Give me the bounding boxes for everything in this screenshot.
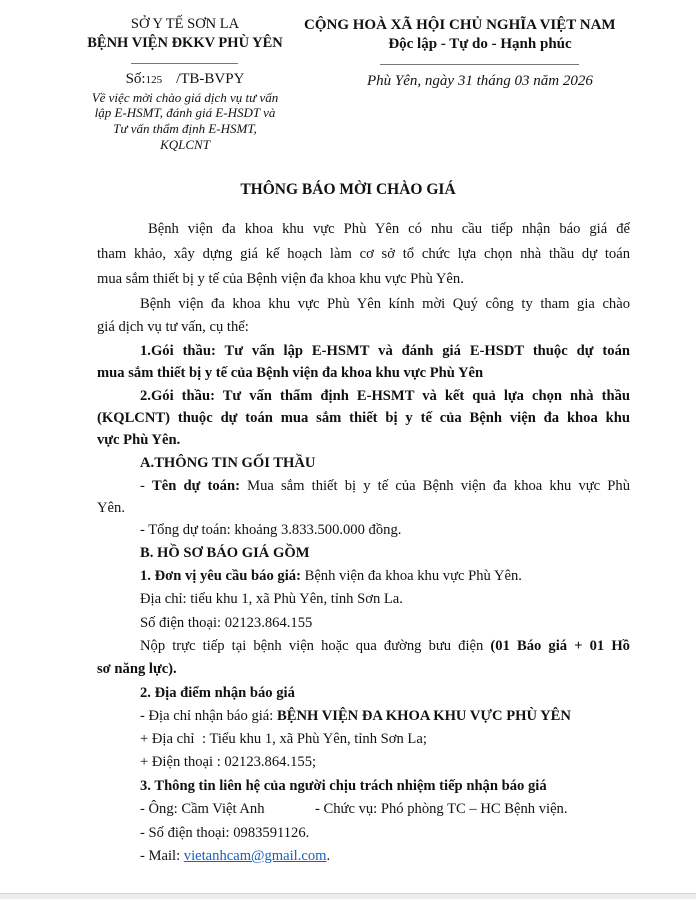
invite-line-1: Bệnh viện đa khoa khu vực Phù Yên kính mời Quý công ty tham gia chào bbox=[140, 296, 630, 312]
contact-position: - Chức vụ: Phó phòng TC – HC Bệnh viện. bbox=[315, 801, 568, 817]
header-left-rule bbox=[131, 63, 238, 64]
document-title: THÔNG BÁO MỜI CHÀO GIÁ bbox=[240, 181, 456, 198]
section-a-heading: A.THÔNG TIN GỐI THẦU bbox=[140, 455, 316, 471]
subject-line-4: KQLCNT bbox=[160, 137, 210, 152]
subject-line-2: lập E-HSMT, đánh giá E-HSDT và bbox=[94, 105, 276, 120]
email-link[interactable]: vietanhcam@gmail.com bbox=[183, 848, 327, 864]
submit-line-1 bbox=[140, 638, 630, 655]
phone-label: + Điện thoại bbox=[140, 754, 214, 770]
receive-label: - Địa chỉ nhận báo giá: bbox=[140, 708, 277, 724]
estimate-name-value: Mua sắm thiết bị y tế của Bệnh viện đa khoa khu vực Phù bbox=[239, 478, 630, 494]
number-value: 125 bbox=[145, 74, 163, 86]
requesting-address: Địa chỉ: tiểu khu 1, xã Phù Yên, tỉnh Sơn La. bbox=[140, 591, 403, 607]
total-estimate: - Tổng dự toán: khoảng 3.833.500.000 đồng. bbox=[140, 522, 402, 538]
estimate-name-line-2: Yên. bbox=[97, 500, 125, 516]
receive-address-line bbox=[140, 708, 630, 725]
invite-line-2: giá dịch vụ tư vấn, cụ thể: bbox=[97, 319, 249, 335]
section-b-heading: B. HỒ SƠ BÁO GIÁ GỒM bbox=[140, 545, 310, 561]
estimate-name-line-1 bbox=[140, 478, 630, 495]
requesting-unit bbox=[140, 568, 630, 585]
requesting-unit-value: Bệnh viện đa khoa khu vực Phù Yên. bbox=[300, 568, 522, 584]
national-motto: Độc lập - Tự do - Hạnh phúc bbox=[388, 36, 572, 52]
document-number bbox=[60, 71, 310, 88]
receive-location-heading: 2. Địa điểm nhận báo giá bbox=[140, 685, 295, 701]
package-1-line-2: mua sắm thiết bị y tế của Bệnh viện đa khoa khu vực Phù Yên bbox=[97, 365, 484, 381]
receive-value: BỆNH VIỆN ĐA KHOA KHU VỰC PHÙ YÊN bbox=[276, 708, 571, 724]
package-2-line-3: vực Phù Yên. bbox=[97, 432, 181, 448]
address-value: : Tiểu khu 1, xã Phù Yên, tỉnh Sơn La; bbox=[202, 731, 427, 747]
nation-name: CỘNG HOÀ XÃ HỘI CHỦ NGHĨA VIỆT NAM bbox=[304, 17, 616, 33]
intro-line-2: tham khảo, xây dựng giá kế hoạch làm cơ sở tổ chức lựa chọn nhà thầu dự toán bbox=[97, 246, 630, 262]
mail-label: - Mail: bbox=[140, 848, 184, 864]
receive-address-detail bbox=[140, 731, 630, 748]
page-bottom-border bbox=[0, 893, 696, 899]
requesting-phone: Số điện thoại: 02123.864.155 bbox=[140, 615, 313, 631]
number-suffix: /TB-BVPY bbox=[176, 71, 245, 87]
contact-person: - Ông: Cầm Việt Anh bbox=[140, 801, 265, 817]
package-2-line-2: (KQLCNT) thuộc dự toán mua sắm thiết bị y tế của Bệnh viện đa khoa khu bbox=[97, 410, 630, 426]
mail-end: . bbox=[326, 848, 331, 864]
package-2-line-1: 2.Gói thầu: Tư vấn thẩm định E-HSMT và kết quả lựa chọn nhà thầu bbox=[140, 388, 630, 404]
contact-mail-line bbox=[140, 848, 630, 865]
intro-line-3: mua sắm thiết bị y tế của Bệnh viện đa khoa khu vực Phù Yên. bbox=[97, 271, 464, 287]
subject-line-1: Về việc mời chào giá dịch vụ tư vấn bbox=[91, 90, 279, 105]
package-1-line-1: 1.Gói thầu: Tư vấn lập E-HSMT và đánh giá E-HSDT thuộc dự toán bbox=[140, 343, 630, 359]
submit-bold-1: (01 Báo giá + 01 Hồ bbox=[490, 638, 630, 654]
subject-line-3: Tư vấn thẩm định E-HSMT, bbox=[113, 121, 257, 136]
agency-name: SỞ Y TẾ SƠN LA bbox=[130, 16, 240, 32]
estimate-name-label: Tên dự toán: bbox=[152, 478, 240, 494]
phone-value: : 02123.864.155; bbox=[213, 754, 317, 770]
contact-person-line bbox=[140, 801, 630, 818]
contact-phone: - Số điện thoại: 0983591126. bbox=[140, 825, 310, 841]
header-right-rule bbox=[380, 64, 579, 65]
submit-text: Nộp trực tiếp tại bệnh viện hoặc qua đường bưu điện bbox=[140, 638, 491, 654]
hospital-name: BỆNH VIỆN ĐKKV PHÙ YÊN bbox=[87, 35, 283, 51]
receive-phone-detail bbox=[140, 754, 630, 771]
estimate-dash: - bbox=[140, 478, 153, 494]
number-prefix: Số: bbox=[125, 71, 146, 87]
intro-line-1: Bệnh viện đa khoa khu vực Phù Yên có nhu cầu tiếp nhận báo giá để bbox=[148, 221, 630, 237]
submit-line-2: sơ năng lực). bbox=[97, 661, 177, 677]
contact-heading: 3. Thông tin liên hệ của người chịu trách nhiệm tiếp nhận báo giá bbox=[140, 778, 547, 794]
requesting-unit-label: 1. Đơn vị yêu cầu báo giá: bbox=[140, 568, 301, 584]
address-label: + Địa chỉ bbox=[140, 731, 195, 747]
place-date: Phù Yên, ngày 31 tháng 03 năm 2026 bbox=[367, 73, 593, 89]
